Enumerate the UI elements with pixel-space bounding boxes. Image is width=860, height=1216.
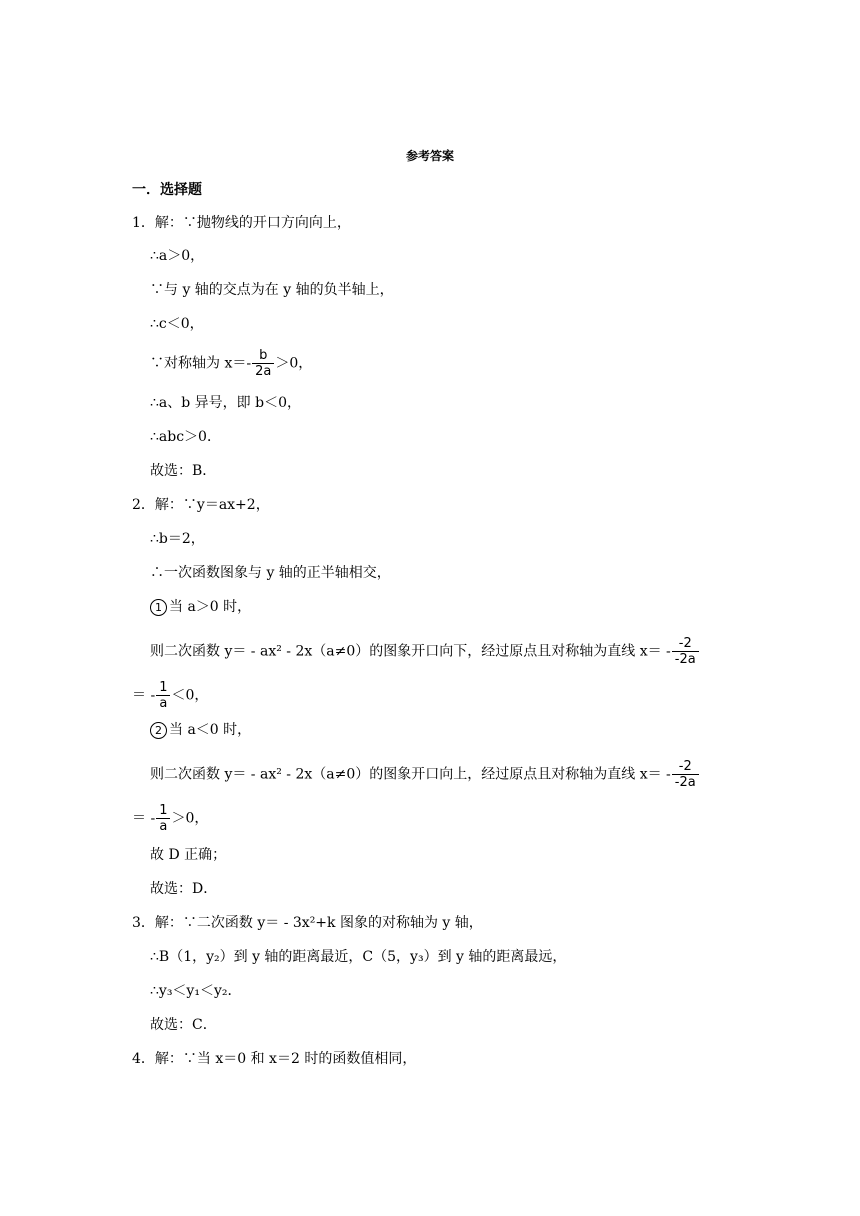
q3-line-3: 故选：C． — [150, 1017, 217, 1033]
fraction-numerator: -2 — [672, 636, 699, 652]
fraction-numerator: -2 — [672, 759, 699, 775]
q2-case-2-fraction — [672, 759, 699, 790]
q2-case-1-result — [132, 680, 208, 711]
q3-head: 3．解：∵二次函数 y＝ - 3x²+k 图象的对称轴为 y 轴， — [132, 915, 483, 931]
q2-line-1: ∴b＝2， — [150, 531, 205, 547]
q2-line-4: 故选：D． — [150, 881, 218, 897]
fraction-numerator: 1 — [156, 680, 170, 696]
q2-case-1-statement: 则二次函数 y＝ - ax² - 2x（a≠0）的图象开口向下，经过原点且对称轴为直线 x＝ - — [150, 643, 671, 660]
fraction-denominator: a — [159, 696, 168, 711]
q1-line-4-pre: ∵对称轴为 x＝ — [150, 355, 247, 372]
page-title: 参考答案 — [405, 149, 454, 163]
fraction-denominator: -2a — [674, 652, 696, 667]
circled-number-1: 1 — [150, 599, 167, 616]
q3-line-1: ∴B（1，y₂）到 y 轴的距离最近，C（5，y₃）到 y 轴的距离最远， — [150, 949, 567, 965]
q2-case-1-fraction — [672, 636, 699, 667]
fraction-denominator: a — [159, 819, 168, 834]
section-heading: 一．选择题 — [132, 182, 202, 198]
q4-head: 4．解：∵当 x＝0 和 x＝2 时的函数值相同， — [132, 1051, 417, 1067]
q2-case-1-result-fraction — [156, 680, 170, 711]
q2-case-2-text: 当 a＜0 时， — [169, 722, 252, 738]
q1-line-4-sign: - — [246, 355, 252, 372]
q2-case-2-line — [150, 759, 700, 790]
q2-case-1-text: 当 a＞0 时， — [169, 599, 252, 615]
q2-case-2-result — [132, 803, 208, 834]
q1-fraction — [252, 348, 274, 379]
q2-case-2-result-post: ＞0， — [171, 810, 209, 827]
q1-line-4-post: ＞0， — [275, 355, 313, 372]
q3-line-2: ∴y₃＜y₁＜y₂． — [150, 983, 242, 999]
q2-line-2: ∴一次函数图象与 y 轴的正半轴相交， — [150, 565, 391, 581]
q1-line-6: ∴abc＞0． — [150, 429, 221, 445]
fraction-denominator: 2a — [255, 364, 272, 379]
q2-case-2-result-pre: ＝ - — [132, 810, 156, 827]
q2-head: 2．解：∵y＝ax+2， — [132, 497, 270, 513]
q2-line-3: 故 D 正确； — [150, 847, 227, 863]
circled-number-2: 2 — [150, 722, 167, 739]
q2-case-1-result-pre: ＝ - — [132, 687, 156, 704]
fraction-numerator: b — [252, 348, 274, 364]
q2-case-2 — [150, 720, 251, 740]
q2-case-2-statement: 则二次函数 y＝ - ax² - 2x（a≠0）的图象开口向上，经过原点且对称轴为直线 x＝ - — [150, 766, 671, 783]
fraction-denominator: -2a — [674, 775, 696, 790]
q1-line-4 — [150, 348, 312, 379]
q1-line-2: ∵与 y 轴的交点为在 y 轴的负半轴上， — [150, 282, 394, 298]
fraction-numerator: 1 — [156, 803, 170, 819]
q2-case-2-result-fraction — [156, 803, 170, 834]
q1-line-3: ∴c＜0， — [150, 316, 204, 332]
q1-head: 1．解：∵抛物线的开口方向向上， — [132, 215, 351, 231]
q2-case-1 — [150, 597, 251, 617]
q2-case-1-result-post: ＜0， — [171, 687, 209, 704]
q1-line-1: ∴a＞0， — [150, 248, 205, 264]
q1-line-7: 故选：B． — [150, 463, 217, 479]
q1-line-5: ∴a、b 异号，即 b＜0， — [150, 395, 301, 411]
q2-case-1-line — [150, 636, 700, 667]
